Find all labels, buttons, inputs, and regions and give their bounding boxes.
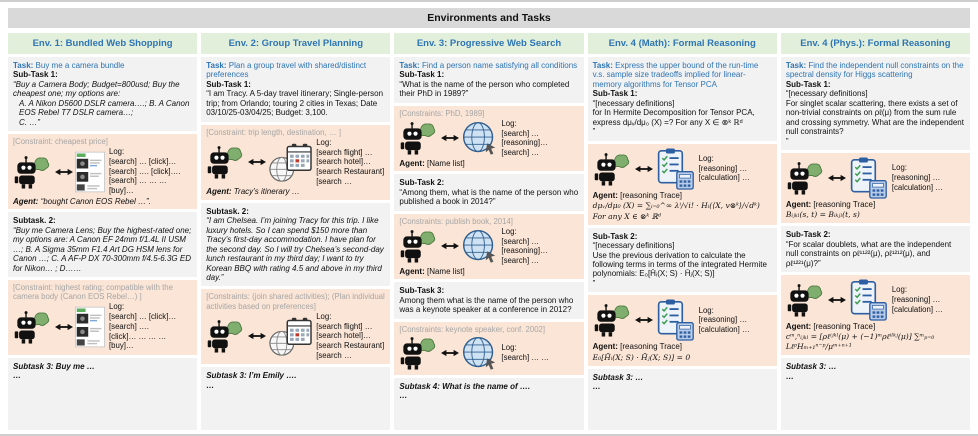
env3-execution-box-1: [394, 106, 583, 172]
agent-output: [593, 191, 772, 200]
subtask-final: Subtask 3: …: [785, 362, 837, 372]
calendar-globe-icon: [268, 315, 312, 357]
agent-robot-icon: [13, 154, 53, 190]
action-log: [107, 302, 192, 351]
math-formula: For any X ∈ ⊗ᵏ ℝᵈ: [592, 211, 661, 221]
ellipsis: …: [13, 371, 21, 381]
log-label: Log:: [109, 302, 125, 312]
env1-subtask3-box: [8, 358, 197, 430]
agent-robot-icon: [593, 302, 633, 338]
agent-robot-icon: [13, 309, 53, 345]
agent-env-interaction: [593, 299, 772, 341]
ellipsis: …: [592, 382, 601, 392]
log-line: [buy]…: [109, 186, 134, 196]
subtask-final: Subtask 3: I’m Emily ….: [206, 371, 297, 381]
agent-env-interaction: [786, 279, 965, 321]
log-line: [search flight] …: [316, 321, 373, 331]
env2-subtask3-box: [201, 367, 390, 430]
task-text: Plan a group travel with shared/distinct preferences: [206, 61, 367, 80]
ellipsis: …: [399, 391, 408, 401]
action-log: [314, 312, 385, 361]
log-line: [search flight] …: [316, 147, 373, 157]
env4-execution-box-1: [588, 144, 777, 225]
log-label: Log:: [698, 305, 714, 315]
log-line: [reasoning]…: [501, 246, 548, 256]
subtask2-label: Subtask. 2:: [13, 216, 56, 226]
agent-label: Agent:: [592, 190, 618, 200]
agent-env-interaction: [399, 227, 578, 266]
agent-text: [reasoning Trace]: [620, 190, 682, 200]
env3-task-box: [394, 57, 583, 103]
task-text: Find the independent null constraints on the spectral density for Higgs scattering: [785, 61, 964, 80]
log-label: Log:: [501, 342, 517, 352]
subtask2-quote-l1: “[necessary definitions]: [592, 241, 675, 251]
web-globe-icon: [461, 120, 497, 156]
math-formula: cᵐ,ⁿᵢⱼₖₗ = [ρℓⁱʲᵏˡ(μ) + (−1)ᵐρℓⁱˡᵏʲ(μ)] ∑ᵐₚ₌₀ LℓᵖHₘ₊₁ⁿ⁻ᵖ/μᵐ⁺ⁿ⁺¹: [785, 332, 935, 352]
figure-title: Environments and Tasks: [8, 8, 970, 28]
log-label: Log:: [501, 226, 517, 236]
agent-label: Agent:: [592, 342, 618, 352]
env2-execution-box-1: [201, 125, 390, 200]
bidirectional-arrow-icon: [828, 173, 846, 183]
log-line: [reasoning] …: [891, 295, 941, 305]
env3-subtask4-box: [394, 378, 583, 430]
subtask1-quote-l1: “[necessary definitions]: [592, 98, 675, 108]
log-label: Log:: [316, 137, 332, 147]
bidirectional-arrow-icon: [55, 322, 73, 332]
action-log: [314, 138, 385, 187]
env4-task-box: [588, 57, 777, 141]
log-line: [search] … … …: [109, 176, 167, 186]
action-log: [499, 343, 578, 362]
task-label: Task:: [399, 61, 420, 70]
checklist-calculator-icon: [848, 157, 888, 199]
env4-math-header: Env. 4 (Math): Formal Reasoning: [588, 33, 777, 54]
log-label: Log:: [501, 118, 517, 128]
log-line: [search hotel]…: [316, 157, 371, 167]
agent-label: Agent:: [399, 158, 425, 168]
task-line: [786, 61, 965, 80]
env5-subtask2-box: [781, 226, 970, 272]
log-line: [search] …: [501, 236, 540, 246]
log-label: Log:: [698, 153, 714, 163]
env1-execution-box-1: [8, 134, 197, 209]
log-line: [calculation] …: [698, 173, 750, 183]
log-line: [search] … [click]…: [109, 156, 177, 166]
math-formula: Bᵢⱼₖₗ(s, t) = Bᵢₖⱼₗ(t, s): [785, 210, 860, 220]
column-env4-math-reasoning: [588, 33, 777, 430]
log-line: [reasoning] …: [891, 173, 941, 183]
subtask1-quote-l3: ”: [592, 127, 596, 137]
agent-env-interaction: [206, 138, 385, 187]
log-line: [calculation] …: [891, 304, 943, 314]
task-text: Buy me a camera bundle: [35, 61, 125, 70]
subtask1-quote-l1: “[necessary definitions]: [785, 89, 868, 99]
agent-robot-icon: [786, 160, 826, 196]
log-line: [reasoning]…: [501, 138, 548, 148]
checklist-calculator-icon: [655, 148, 695, 190]
subtask2-label: Sub-Task 2:: [399, 178, 445, 188]
subtask1-quote-l2: for In Hermite Decomposition for Tensor PCA, express dμᵥ/dμ₀ (X) =? For any X ∈ ⊗ᵏ ℝᵈ: [592, 108, 755, 127]
agent-env-interaction: [206, 312, 385, 361]
subtask2-label: Sub-Task 2:: [592, 231, 638, 241]
log-line: [search] …: [501, 128, 540, 138]
agent-output: [206, 187, 385, 196]
env3-subtask2-box: [394, 174, 583, 210]
agent-robot-icon: [399, 120, 439, 156]
agent-text: [reasoning Trace]: [620, 342, 682, 352]
subtask2-label: Subtask. 2:: [206, 206, 249, 216]
task-label: Task:: [13, 61, 34, 70]
subtask-final: Subtask 3: Buy me …: [13, 362, 95, 372]
agent-output: [786, 200, 965, 209]
log-line: [search] …: [501, 148, 540, 158]
subtask2-quote: “Buy me Camera Lens; Buy the highest-rated one; my options are: A Canon EF 24mm f/1.4L II USM …; B. A Sigma 35mm F1.4 Art DG HSM lens for Canon …; C. A AF-P DX 70-300mm f/4.5-6.3G ED for Nikon… ; D……: [13, 225, 192, 273]
log-line: [search] … [click]…: [109, 312, 177, 322]
agent-robot-icon: [399, 228, 439, 264]
env1-header: Env. 1: Bundled Web Shopping: [8, 33, 197, 54]
agent-robot-icon: [786, 282, 826, 318]
task-line: [593, 61, 772, 89]
env1-subtask2-box: [8, 212, 197, 277]
agent-text: [reasoning Trace]: [813, 321, 876, 331]
agent-output: [399, 267, 578, 276]
bidirectional-arrow-icon: [55, 167, 73, 177]
action-log: [697, 154, 772, 183]
agent-text: [Name list]: [426, 158, 465, 168]
agent-output: [399, 159, 578, 168]
product-list-screenshot-icon: [75, 306, 105, 348]
bidirectional-arrow-icon: [441, 241, 459, 251]
env5-execution-box-1: [781, 153, 970, 223]
bidirectional-arrow-icon: [248, 331, 266, 341]
checklist-calculator-icon: [655, 299, 695, 341]
bidirectional-arrow-icon: [441, 133, 459, 143]
env2-subtask2-box: [201, 203, 390, 287]
bidirectional-arrow-icon: [635, 164, 653, 174]
action-log: [499, 119, 578, 158]
log-line: [search Restaurant]: [316, 167, 385, 177]
log-line: [reasoning] …: [698, 163, 748, 173]
agent-text: [reasoning Trace]: [813, 199, 876, 209]
env5-subtask3-box: [781, 358, 970, 430]
agent-env-interaction: [593, 148, 772, 190]
agent-env-interaction: [399, 119, 578, 158]
env4-execution-box-2: [588, 295, 777, 365]
log-line: [search] …. [click]….: [109, 166, 181, 176]
log-line: [reasoning] …: [698, 315, 748, 325]
task-line: [206, 61, 385, 80]
agent-text: [Name list]: [426, 266, 465, 276]
log-line: [search …: [316, 176, 352, 186]
env5-task-box: [781, 57, 970, 150]
env3-subtask3-box: [394, 282, 583, 318]
subtask3-label: Sub-Task 3:: [399, 286, 445, 296]
env2-header: Env. 2: Group Travel Planning: [201, 33, 390, 54]
task-text: Find a person name satisfying all conditions: [421, 61, 578, 70]
subtask3-quote: Among them what is the name of the person who was a keynote speaker at a conference in 2012?: [399, 295, 574, 315]
log-line: [calculation] …: [698, 325, 750, 335]
subtask2-label: Sub-Task 2:: [785, 230, 831, 240]
agent-label: Agent:: [13, 196, 39, 206]
math-formula: E₀[H̄ᵢ(X; S) · H̄ⱼ(X; S)] = 0: [592, 352, 691, 362]
env2-task-box: [201, 57, 390, 122]
column-env2-travel-planning: [201, 33, 390, 430]
log-label: Log:: [891, 285, 907, 295]
env4-subtask3-box: [588, 369, 777, 430]
log-line: [buy]…: [109, 341, 134, 351]
constraint-text: [Constraints: (join shared activities); (Plan individual activities based on preferences]: [206, 292, 385, 311]
subtask1-quote: “Buy a Camera Body; Budget=800usd; Buy the cheapest one; my options are:: [13, 79, 180, 99]
env1-task-box: [8, 57, 197, 131]
agent-text: “bought Canon EOS Rebel …”.: [40, 196, 151, 206]
task-text: Express the upper bound of the run-time v.s. sample size tradeoffs implied for linear-memory algorithms for Tensor PCA: [592, 61, 759, 89]
bidirectional-arrow-icon: [635, 315, 653, 325]
web-globe-icon: [461, 335, 497, 371]
product-list-screenshot-icon: [75, 151, 105, 193]
column-env3-web-search: [394, 33, 583, 430]
subtask1-label: Sub-Task 1:: [206, 79, 251, 89]
web-globe-icon: [461, 228, 497, 264]
action-log: [697, 306, 772, 335]
agent-text: Tracy’s itinerary …: [233, 187, 300, 197]
subtask1-quote: “I am Tracy. A 5-day travel itinerary; Single-person trip; from Orlando; touring 2 cities in Texas; Date 03/10/25-03/04/25; Budget: 3,100.: [206, 89, 384, 118]
math-formula: dμᵥ/dμ₀ (X) = ∑ᵢ₌₀^∞ λⁱ/√i! · Hᵢ(⟨X, v⊗ᵏ⟩/√dᵏ): [592, 200, 760, 210]
column-env4-physics-reasoning: [781, 33, 970, 430]
env2-execution-box-2: [201, 289, 390, 364]
constraint-text: [Constraints: publish book, 2014]: [399, 216, 513, 226]
log-label: Log:: [316, 311, 332, 321]
task-label: Task:: [592, 61, 613, 70]
subtask1-label: Sub-Task 1:: [399, 70, 445, 80]
log-label: Log:: [109, 147, 125, 157]
env5-execution-box-2: [781, 275, 970, 355]
task-label: Task:: [206, 61, 227, 70]
subtask1-options: A. A Nikon D5600 DSLR camera….; B. A Canon EOS Rebel T7 DSLR camera…;: [19, 98, 190, 118]
env4-subtask2-box: [588, 228, 777, 293]
constraint-text: [Constraint: trip length, destination, … ]: [206, 127, 341, 137]
ellipsis: …: [785, 371, 794, 381]
task-label: Task:: [785, 61, 807, 70]
env3-execution-box-2: [394, 214, 583, 280]
log-line: [search] ….: [109, 321, 149, 331]
constraint-text: [Constraint: cheapest price]: [13, 137, 108, 147]
action-log: [107, 147, 192, 196]
constraint-text: [Constraint: highest rating; compatible with the camera body (Canon EOS Rebel…) ]: [13, 282, 173, 302]
subtask1-label: Sub-Task 1:: [13, 70, 58, 80]
agent-output: [786, 322, 965, 331]
subtask2-quote: “Among them, what is the name of the person who published a book in 2014?”: [399, 187, 579, 207]
calendar-globe-icon: [268, 141, 312, 183]
subtask-final: Subtask 3: …: [592, 372, 644, 382]
log-line: [search] … …: [501, 352, 550, 362]
ellipsis: …: [206, 380, 215, 390]
subtask-final: Subtask 4: What is the name of ….: [399, 381, 531, 391]
agent-output: [593, 342, 772, 351]
log-line: [calculation] …: [891, 182, 943, 192]
task-line: [13, 61, 192, 70]
log-line: [search hotel]…: [316, 331, 371, 341]
subtask1-quote-l2: For singlet scalar scattering, there exists a set of non-trivial constraints on ρℓ(μ) from the sum rule and crossing symmetry. What are the independent null constraints?: [785, 98, 964, 137]
log-line: [search …: [316, 350, 352, 360]
agent-env-interaction: [13, 147, 192, 196]
subtask2-quote: “I am Chelsea. I’m joining Tracy for this trip. I like luxury hotels. So I can spend $150 more than Tracy’s first-day accommodation. I have plan for the second day. So I will try Chelsea’s second-day lunch restaurant in my third day; I want to try Korean BBQ with rating 4.5 and above in my third day.”: [206, 216, 384, 282]
agent-env-interaction: [399, 335, 578, 371]
action-log: [499, 227, 578, 266]
log-line: [search Restaurant]: [316, 341, 385, 350]
checklist-calculator-icon: [848, 279, 888, 321]
subtask1-label: Sub-Task 1:: [592, 89, 638, 99]
constraint-text: [Constraints: keynote speaker, conf. 2002]: [399, 324, 546, 334]
subtask2-quote: “For scalar doublets, what are the independent null constraints on ρℓ¹¹²²(μ), ρℓ¹²¹²(μ), and ρℓ¹²²¹(μ)?”: [785, 239, 952, 268]
subtask1-options-end: C. …”: [19, 117, 40, 127]
agent-env-interaction: [786, 157, 965, 199]
action-log: [890, 163, 965, 192]
env3-header: Env. 3: Progressive Web Search: [394, 33, 583, 54]
constraint-text: [Constraints: PhD, 1989]: [399, 108, 485, 118]
log-label: Log:: [891, 163, 907, 173]
bidirectional-arrow-icon: [828, 295, 846, 305]
agent-robot-icon: [399, 335, 439, 371]
env3-execution-box-3: [394, 322, 583, 375]
action-log: [890, 285, 965, 314]
agent-robot-icon: [593, 151, 633, 187]
task-line: [399, 61, 578, 70]
agent-env-interaction: [13, 302, 192, 351]
log-line: [search] …: [501, 256, 540, 266]
environment-columns: [8, 33, 970, 430]
subtask1-quote-l3: ”: [785, 136, 789, 146]
agent-robot-icon: [206, 144, 246, 180]
subtask2-quote-l2: Use the previous derivation to calculate the following terms in terms of the integrated Hermite polynomials: E₀[H̄ᵢ(X; S) · H̄ⱼ(X; S)]: [592, 250, 767, 279]
subtask1-label: Sub-Task 1:: [785, 79, 831, 89]
subtask1-quote: “What is the name of the person who completed their PhD in 1989?”: [399, 79, 570, 99]
agent-label: Agent:: [399, 266, 425, 276]
bidirectional-arrow-icon: [441, 348, 459, 358]
agent-output: [13, 197, 192, 206]
env4-phys-header: Env. 4 (Phys.): Formal Reasoning: [781, 33, 970, 54]
log-line: [click]… … … …: [109, 331, 167, 341]
agent-label: Agent:: [206, 187, 232, 197]
env1-execution-box-2: [8, 280, 197, 355]
agent-label: Agent:: [785, 199, 812, 209]
subtask2-quote-l3: ”: [592, 278, 596, 288]
agent-robot-icon: [206, 318, 246, 354]
bidirectional-arrow-icon: [248, 157, 266, 167]
column-env1-web-shopping: [8, 33, 197, 430]
agent-label: Agent:: [785, 321, 812, 331]
